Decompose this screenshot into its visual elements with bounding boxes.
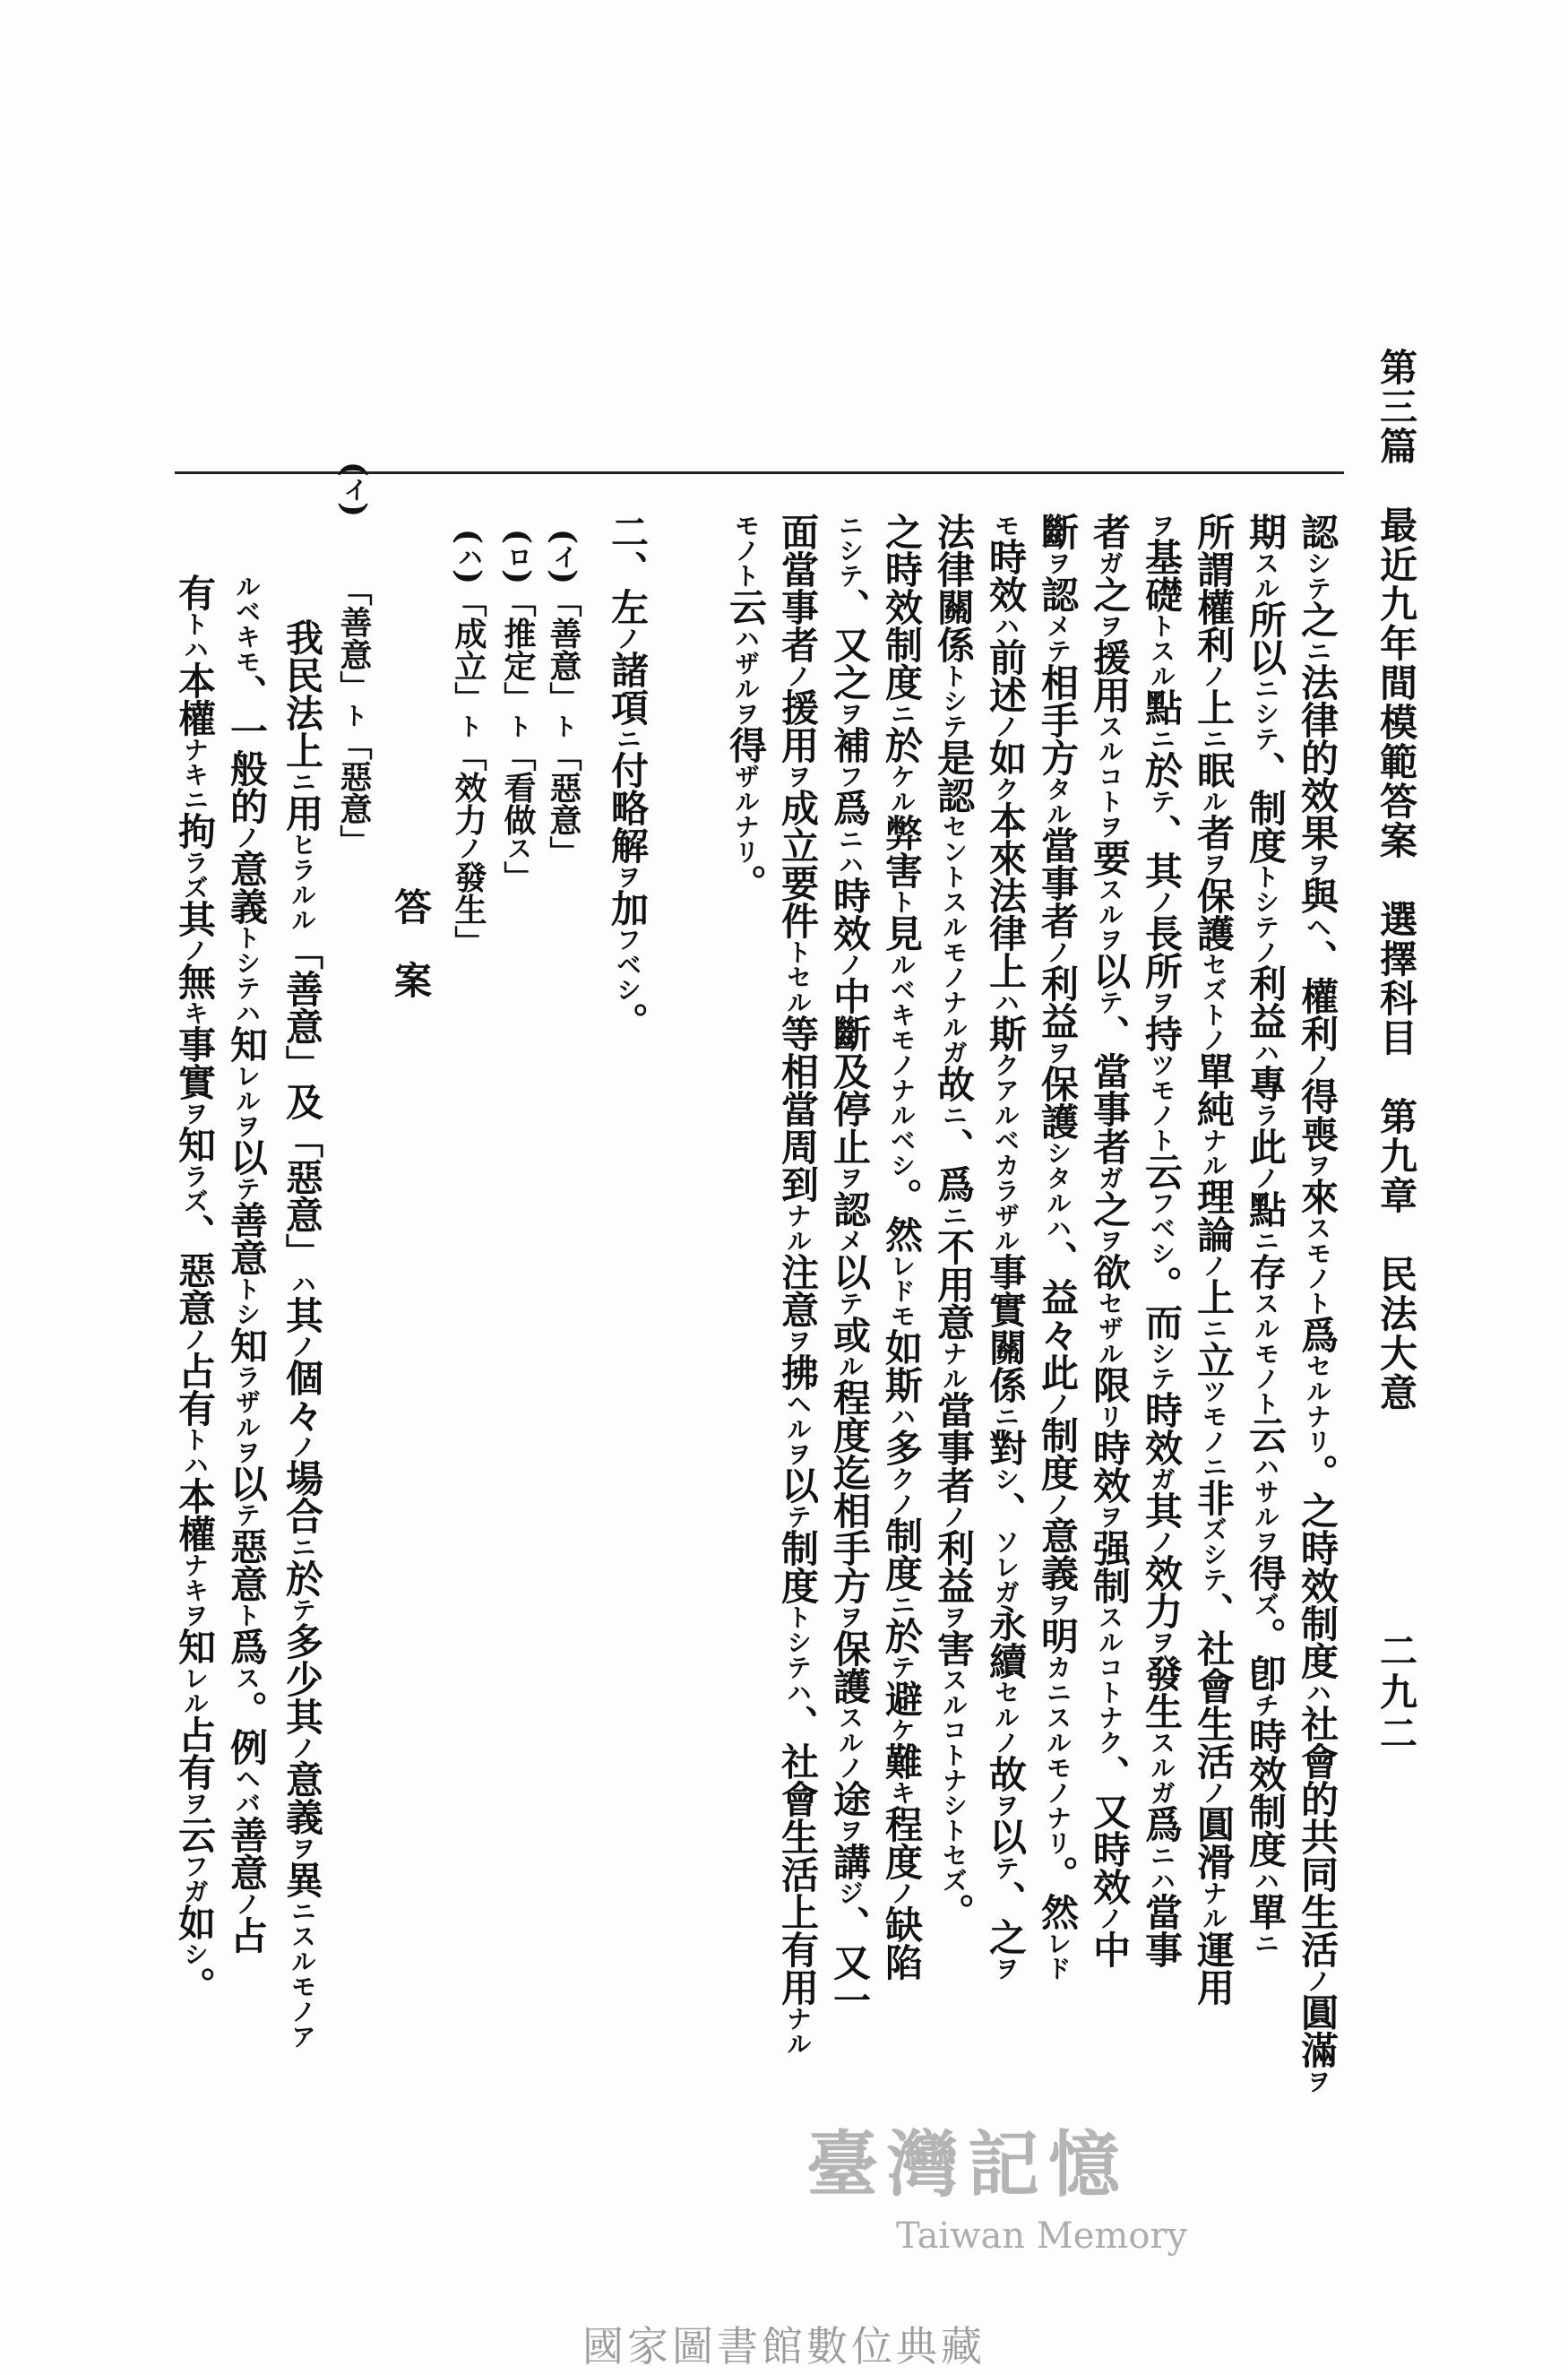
okurigana: トセル bbox=[783, 939, 813, 1015]
text-column: 面當事者ノ援用ヲ成立要件トセル等相當周到ナル注意ヲ拂ヘルヲ以テ制度トシテハ、社會生活上有用ナル bbox=[776, 513, 820, 2056]
okurigana: ス bbox=[232, 1665, 262, 1690]
okurigana: メ bbox=[835, 1228, 865, 1253]
okurigana: テ bbox=[1095, 989, 1124, 1015]
okurigana: ヲ bbox=[1303, 1153, 1332, 1178]
watermark-subtitle: Taiwan Memory bbox=[896, 2215, 1188, 2257]
text-column: 之時效制度ニ於ケル弊害ト見ルベキモノナルベシ。然レドモ如斯ハ多クノ制度ニ於テ避ケ難キ程度ノ缺陷 bbox=[880, 513, 924, 1981]
okurigana: ノ bbox=[454, 835, 484, 861]
okurigana: ナル bbox=[1199, 1880, 1228, 1930]
answer-body-column: 有トハ本權ナキニ拘ラズ其ノ無キ事實ヲ知ラズ、惡意ノ占有トハ本權ナキヲ知レル占有ヲ云フガ如シ。 bbox=[173, 574, 217, 2004]
okurigana: スルコトヲ bbox=[1095, 713, 1124, 839]
okurigana: ヲ bbox=[180, 1101, 210, 1126]
okurigana: スルコトナク bbox=[1095, 1604, 1124, 1755]
okurigana: ラ bbox=[1251, 1102, 1280, 1127]
okurigana: テ bbox=[232, 1502, 262, 1527]
okurigana: ナル bbox=[939, 1341, 969, 1391]
okurigana: ノ bbox=[1095, 1905, 1124, 1930]
okurigana: ザルナリ bbox=[731, 764, 761, 864]
footer-credit: 國家圖書館數位典藏 bbox=[582, 2322, 986, 2371]
okurigana: イ bbox=[340, 477, 369, 503]
okurigana: ノ bbox=[613, 626, 642, 651]
okurigana: ラズ bbox=[180, 1163, 210, 1213]
okurigana: ニ bbox=[939, 1203, 969, 1228]
okurigana: ノ bbox=[1199, 663, 1228, 688]
okurigana: シテ bbox=[1147, 1341, 1176, 1391]
okurigana: シテ bbox=[1303, 550, 1332, 600]
question-item: (ハ)「成立」ト「效力ノ發生」 bbox=[450, 529, 487, 958]
okurigana: ニ bbox=[1303, 638, 1332, 663]
okurigana: ニハ bbox=[835, 826, 865, 877]
okurigana: ニシテ bbox=[1251, 676, 1280, 751]
okurigana: ス bbox=[504, 835, 533, 861]
okurigana: イ bbox=[549, 544, 579, 570]
okurigana: ノ bbox=[1147, 889, 1176, 914]
okurigana: スルヲ bbox=[1095, 877, 1124, 952]
okurigana: ニ bbox=[613, 726, 642, 751]
okurigana: スルガ bbox=[1147, 1730, 1176, 1805]
okurigana: レド bbox=[1043, 1930, 1073, 1981]
text-column: ニシテ、又之ヲ補フ爲ニハ時效ノ中斷及停止ヲ認メ以テ或ル程度迄相手方ヲ保護スルノ途ヲ講ジ、又一 bbox=[828, 513, 872, 2018]
question-heading: 二、左ノ諸項ニ付略解ヲ加フベシ。 bbox=[606, 513, 650, 1040]
okurigana: ノ bbox=[783, 663, 813, 688]
okurigana: ルベキモ bbox=[232, 574, 262, 674]
okurigana: ニ bbox=[887, 701, 917, 726]
okurigana: カニスルモノナリ bbox=[1043, 1654, 1073, 1855]
okurigana: テ bbox=[783, 1504, 813, 1529]
okurigana: テ bbox=[232, 1176, 262, 1201]
okurigana: ノ bbox=[1303, 1052, 1332, 1077]
okurigana: ナル bbox=[783, 2006, 813, 2056]
okurigana: ハ bbox=[887, 1403, 917, 1429]
answer-body-column: ルベキモ、一般的ノ意義トシテハ知レルヲ以テ善意トシ知ラザルヲ以テ惡意ト爲ス。例ヘバ善意ノ占 bbox=[225, 574, 269, 1954]
okurigana: トハ bbox=[180, 611, 210, 661]
okurigana: ノ bbox=[1147, 1529, 1176, 1554]
okurigana: ノ bbox=[288, 1735, 317, 1760]
okurigana: ヲ bbox=[1147, 513, 1176, 538]
okurigana: ヲ bbox=[1303, 851, 1332, 877]
okurigana: メテ bbox=[1043, 613, 1073, 663]
okurigana: テ bbox=[1147, 789, 1176, 814]
okurigana: ノ bbox=[232, 825, 262, 850]
okurigana: シ bbox=[180, 1941, 210, 1966]
watermark-logo: 臺灣記憶 bbox=[806, 2122, 1129, 2207]
okurigana: ハ bbox=[991, 989, 1021, 1015]
okurigana: ヲ bbox=[783, 1328, 813, 1353]
okurigana: ヲ bbox=[288, 1835, 317, 1861]
okurigana: セザル bbox=[1095, 1291, 1124, 1366]
okurigana: ハ bbox=[991, 613, 1021, 638]
okurigana: トハ bbox=[180, 1427, 210, 1477]
okurigana: ニハ bbox=[1147, 1843, 1176, 1893]
answer-body-column: 我民法上ニ用ヒラルル「善意」及「惡意」ハ其ノ個々ノ場合ニ於テ多少其ノ意義ヲ異ニスルモノア bbox=[280, 618, 324, 2049]
text-column: 斷ヲ認メテ相手方タル當事者ノ利益ヲ保護シタルハ、益々此ノ制度ノ意義ヲ明カニスルモノナリ。然レド bbox=[1036, 513, 1080, 1981]
text-column: 所謂權利ノ上ニ眠ル者ヲ保護セズトノ單純ナル理論ノ上ニ立ツモノニ非ズシテ、社會生活ノ圓滑ナル運用 bbox=[1192, 513, 1236, 2006]
okurigana: ト bbox=[232, 1602, 262, 1628]
okurigana: ノ bbox=[232, 1891, 262, 1916]
okurigana: ヲ bbox=[783, 764, 813, 789]
okurigana: ロ bbox=[504, 544, 533, 570]
okurigana: ノ bbox=[1043, 939, 1073, 964]
page-number: 二九二 bbox=[1374, 1631, 1418, 1755]
okurigana: ガ bbox=[1147, 1466, 1176, 1491]
okurigana: モ bbox=[991, 513, 1021, 538]
okurigana: ノ bbox=[1251, 1165, 1280, 1190]
okurigana: ソレガ bbox=[991, 1529, 1021, 1604]
okurigana: フ bbox=[835, 764, 865, 789]
okurigana: タル bbox=[1043, 776, 1073, 826]
okurigana: ニ bbox=[1199, 1316, 1228, 1341]
okurigana: ナル bbox=[1199, 1127, 1228, 1178]
okurigana: ズ bbox=[1251, 1592, 1280, 1617]
okurigana: トシ bbox=[232, 1276, 262, 1326]
okurigana: テ bbox=[887, 1654, 917, 1680]
okurigana: ヘバ bbox=[232, 1766, 262, 1816]
okurigana: ナキヲ bbox=[180, 1552, 210, 1628]
okurigana: ニ bbox=[991, 1403, 1021, 1429]
okurigana: ルベキモノナルベシ bbox=[887, 952, 917, 1178]
okurigana: ヲ bbox=[835, 1604, 865, 1629]
okurigana: ヲ bbox=[1043, 1592, 1073, 1617]
okurigana: トシテハ bbox=[232, 925, 262, 1025]
okurigana: ノ bbox=[991, 713, 1021, 738]
okurigana: リ bbox=[1095, 1403, 1124, 1429]
text-column: 期スル所以ニシテ、制度トシテノ利益ハ專ラ此ノ點ニ存スルモノト云ハサルヲ得ズ。卽チ時效制度ハ單ニ bbox=[1244, 513, 1288, 1956]
okurigana: ヲ bbox=[991, 1792, 1021, 1818]
okurigana: ヲ bbox=[939, 1604, 969, 1629]
text-column: モ時效ハ前述ノ如ク本來法律上ハ斯クアルベカラザル事實關係ニ對シ、ソレガ永續セルノ故ヲ以テ、之ヲ bbox=[984, 513, 1028, 1981]
okurigana: ニスルモノア bbox=[288, 1898, 317, 2049]
okurigana: ケル bbox=[887, 764, 917, 814]
okurigana: ノ bbox=[1043, 1391, 1073, 1416]
okurigana: ニ bbox=[887, 1592, 917, 1617]
question-item: (イ)「善意」ト「惡意」 bbox=[545, 529, 582, 868]
okurigana: ノ bbox=[939, 1504, 969, 1529]
okurigana: ノ bbox=[288, 1434, 317, 1459]
okurigana: テ bbox=[991, 1855, 1021, 1880]
okurigana: モノト bbox=[731, 513, 761, 588]
okurigana: レルヲ bbox=[232, 1063, 262, 1138]
okurigana: ニ bbox=[288, 769, 317, 794]
okurigana: ヘルヲ bbox=[783, 1391, 813, 1466]
okurigana: ニ bbox=[288, 1534, 317, 1559]
okurigana: ノ bbox=[180, 1326, 210, 1352]
okurigana: ハ bbox=[454, 544, 484, 570]
okurigana: ハ bbox=[288, 1271, 317, 1296]
okurigana: ヲ bbox=[180, 1791, 210, 1816]
okurigana: シタルハ bbox=[1043, 1140, 1073, 1240]
okurigana: トスル bbox=[1147, 613, 1176, 688]
okurigana: ラザルヲ bbox=[232, 1364, 262, 1464]
okurigana: レドモ bbox=[887, 1253, 917, 1328]
answer-heading: 答案 bbox=[389, 887, 433, 1034]
okurigana: ノ bbox=[1199, 1253, 1228, 1278]
okurigana: テ bbox=[288, 1597, 317, 1622]
okurigana: ズシテ bbox=[1199, 1516, 1228, 1592]
okurigana: ツモノニ bbox=[1199, 1378, 1228, 1479]
okurigana: ナル bbox=[783, 1203, 813, 1253]
okurigana: ラズ bbox=[180, 850, 210, 900]
okurigana: トシテハ bbox=[783, 1604, 813, 1705]
okurigana: トシテ bbox=[939, 663, 969, 738]
okurigana: ニ bbox=[1147, 726, 1176, 751]
okurigana: ヲ bbox=[835, 701, 865, 726]
okurigana: ハサルヲ bbox=[1251, 1454, 1280, 1554]
okurigana: ジ bbox=[835, 1880, 865, 1905]
okurigana: ツモノト bbox=[1147, 1052, 1176, 1153]
okurigana: ト bbox=[340, 703, 369, 728]
okurigana: ト bbox=[549, 713, 579, 739]
running-title: 第三篇 最近九年間模範答案 選擇科目 第九章 民法大意 bbox=[1374, 348, 1418, 1412]
okurigana: ノ bbox=[1043, 1491, 1073, 1516]
okurigana: ニ bbox=[1251, 1930, 1280, 1956]
okurigana: フガ bbox=[180, 1853, 210, 1904]
text-column: ヲ基礎トスル點ニ於テ、其ノ長所ヲ持ツモノト云フベシ。而シテ時效ガ其ノ效力ヲ發生スルガ爲ニハ當事 bbox=[1140, 513, 1184, 1968]
okurigana: ヘ bbox=[1303, 914, 1332, 939]
okurigana: ヲ bbox=[613, 864, 642, 889]
text-column: 法律關係トシテ是認セントスルモノナルガ故ニ、爲ニ不用意ナル當事者ノ利益ヲ害スルコトナシトセズ。 bbox=[932, 513, 976, 1930]
okurigana: ル bbox=[835, 1353, 865, 1378]
okurigana: ル bbox=[1199, 789, 1228, 814]
okurigana: スルコトナシトセズ bbox=[939, 1667, 969, 1893]
okurigana: キ bbox=[180, 1000, 210, 1025]
okurigana: セントスルモノナルガ bbox=[939, 814, 969, 1065]
okurigana: スモノト bbox=[1303, 1215, 1332, 1316]
okurigana: セルナリ bbox=[1303, 1353, 1332, 1454]
okurigana: ガ bbox=[1095, 550, 1124, 575]
okurigana: ノ bbox=[1303, 1968, 1332, 1993]
okurigana: スルノ bbox=[835, 1705, 865, 1780]
okurigana: ヲ bbox=[835, 1818, 865, 1843]
okurigana: ト bbox=[504, 713, 533, 739]
okurigana: ヲ bbox=[1199, 851, 1228, 877]
okurigana: クアルベカラザル bbox=[991, 1052, 1021, 1253]
okurigana: ヲ bbox=[1043, 550, 1073, 575]
okurigana: ノ bbox=[887, 1880, 917, 1905]
okurigana: ト bbox=[454, 713, 484, 739]
okurigana: スル bbox=[1251, 550, 1280, 600]
okurigana: ニ bbox=[939, 1102, 969, 1127]
okurigana: ニ bbox=[1251, 1228, 1280, 1253]
okurigana: ケ bbox=[887, 1717, 917, 1742]
okurigana: ガ bbox=[1095, 1165, 1124, 1190]
answer-label: (イ) bbox=[335, 462, 373, 518]
okurigana: トシテノ bbox=[1251, 864, 1280, 964]
okurigana: ヲ bbox=[1095, 613, 1124, 638]
okurigana: レル bbox=[180, 1665, 210, 1715]
okurigana: ト bbox=[887, 889, 917, 914]
okurigana: フベシ bbox=[613, 927, 642, 1002]
okurigana: テ bbox=[835, 1291, 865, 1316]
text-column: モノト云ハザルヲ得ザルナリ。 bbox=[724, 513, 768, 902]
okurigana: ヲ bbox=[1147, 1629, 1176, 1654]
okurigana: ヲ bbox=[1095, 1228, 1124, 1253]
okurigana: ヲ bbox=[1303, 2068, 1332, 2094]
okurigana: ハ bbox=[1303, 1680, 1332, 1705]
okurigana: クノ bbox=[887, 1466, 917, 1516]
okurigana: セズトノ bbox=[1199, 952, 1228, 1052]
okurigana: ヲ bbox=[835, 1165, 865, 1190]
okurigana: ノ bbox=[835, 952, 865, 977]
text-column: 認シテ之ニ法律的效果ヲ與ヘ、權利ノ得喪ヲ來スモノト爲セルナリ。之時效制度ハ社會的共同生活ノ圓滿ヲ bbox=[1296, 513, 1340, 2094]
answer-subheading: 「善意」ト「惡意」 bbox=[335, 574, 373, 857]
okurigana: ハザルヲ bbox=[731, 626, 761, 726]
okurigana: ハ bbox=[1251, 1040, 1280, 1065]
okurigana: ヲ bbox=[1147, 989, 1176, 1015]
okurigana: セルノ bbox=[991, 1680, 1021, 1755]
okurigana: スルモノト bbox=[1251, 1291, 1280, 1416]
okurigana: ニ bbox=[1199, 726, 1228, 751]
text-column: 者ガ之ヲ援用スルコトヲ要スルヲ以テ、當事者ガ之ヲ欲セザル限リ時效ヲ强制スルコトナク、又時效ノ中 bbox=[1088, 513, 1132, 1968]
okurigana: ノ bbox=[288, 1334, 317, 1359]
okurigana: キ bbox=[887, 1780, 917, 1805]
question-item: (ロ)「推定」ト「看做ス」 bbox=[499, 529, 537, 894]
okurigana: ク bbox=[991, 776, 1021, 801]
okurigana: ノ bbox=[180, 937, 210, 963]
okurigana: フベシ bbox=[1147, 1190, 1176, 1265]
okurigana: ヲ bbox=[1043, 1040, 1073, 1065]
okurigana: ハ bbox=[1251, 1868, 1280, 1893]
okurigana: ノ bbox=[1199, 1780, 1228, 1805]
okurigana: ヲ bbox=[991, 1956, 1021, 1981]
okurigana: シ bbox=[991, 1466, 1021, 1491]
okurigana: ヒラルル bbox=[288, 832, 317, 932]
okurigana: チ bbox=[1251, 1692, 1280, 1717]
okurigana: ヲ bbox=[1095, 1504, 1124, 1529]
okurigana: ニシテ bbox=[835, 513, 865, 588]
okurigana: ナキニ bbox=[180, 737, 210, 812]
